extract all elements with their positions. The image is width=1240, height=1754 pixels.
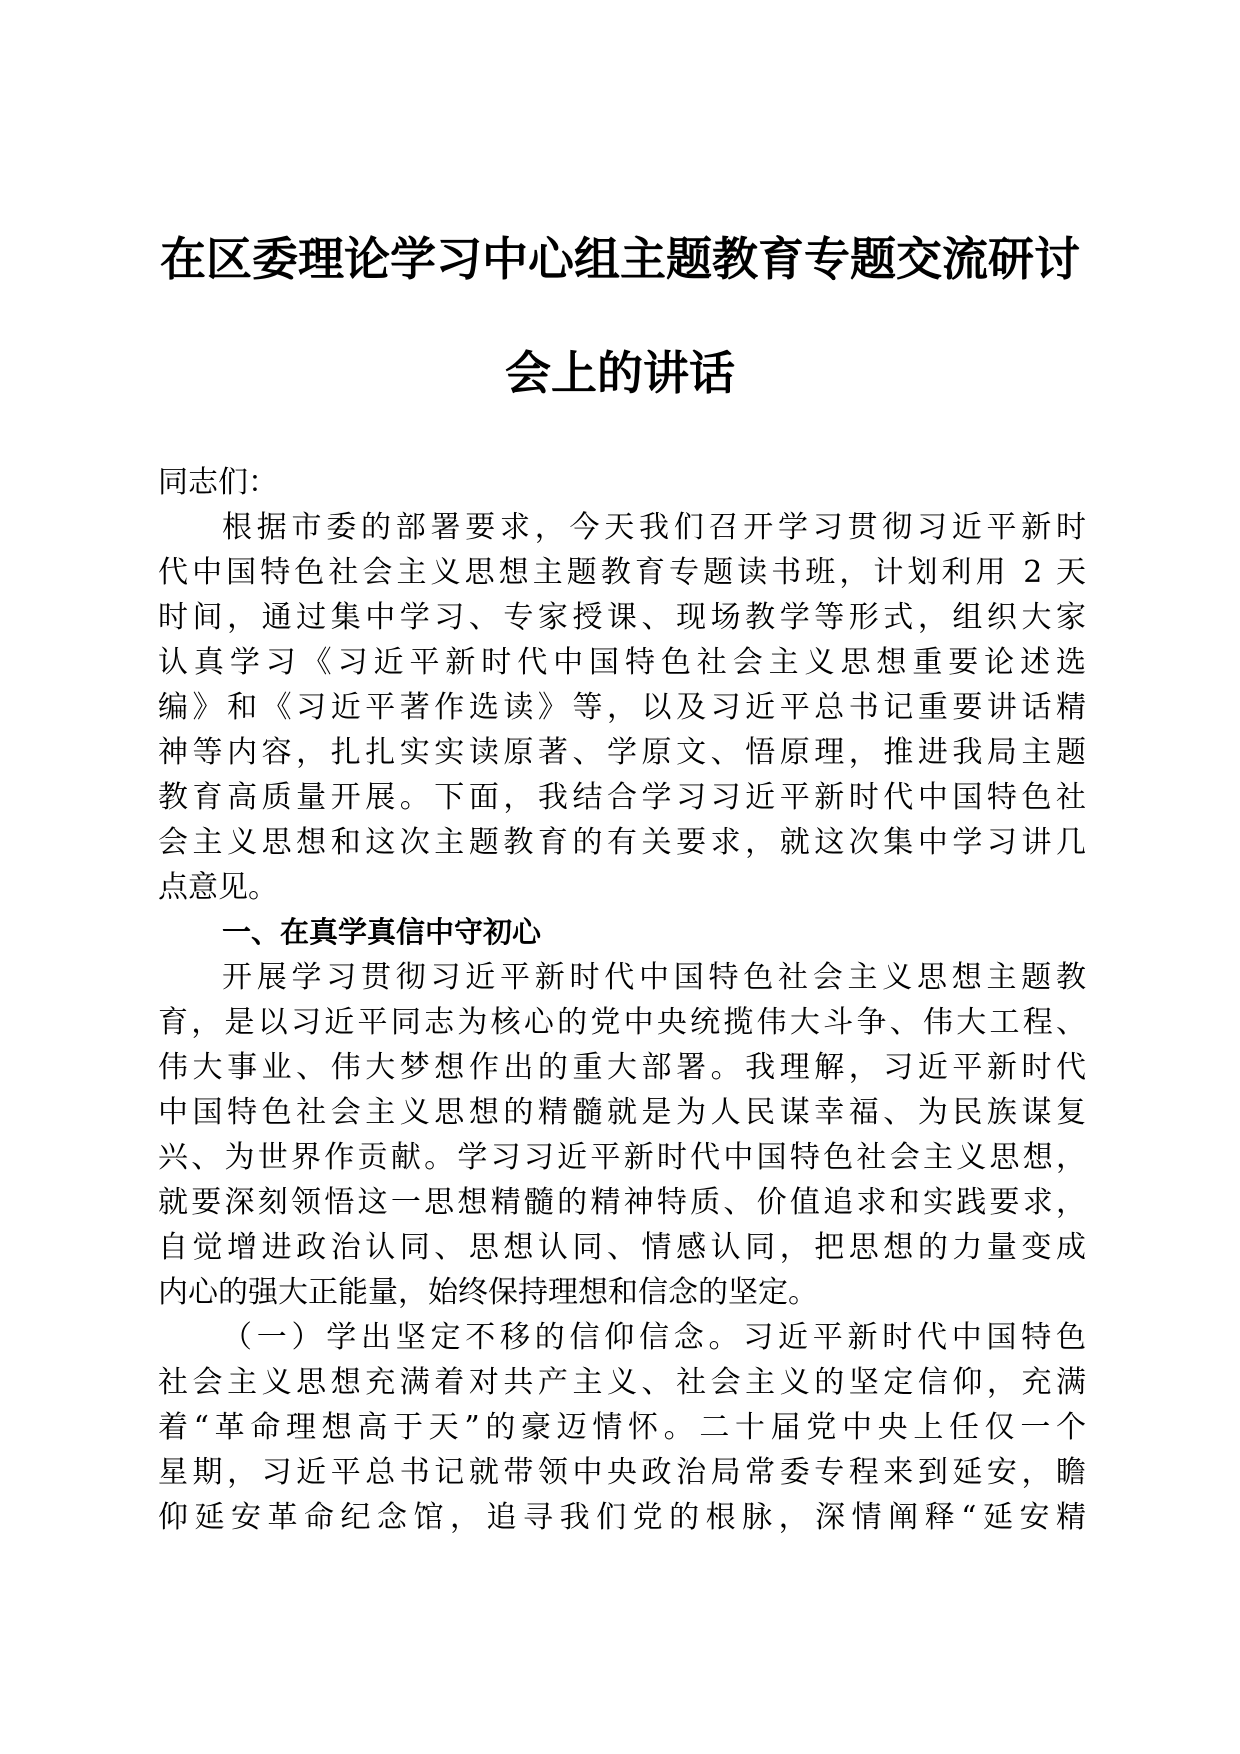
paragraph-line: 社会主义思想充满着对共产主义、社会主义的坚定信仰，充满 — [158, 1365, 1086, 1400]
paragraph-line: 开展学习贯彻习近平新时代中国特色社会主义思想主题教 — [222, 960, 1086, 995]
paragraph-line: 自觉增进政治认同、思想认同、情感认同，把思想的力量变成 — [158, 1230, 1086, 1265]
paragraph-line: 认真学习《习近平新时代中国特色社会主义思想重要论述选 — [158, 645, 1086, 680]
paragraph-line: 会主义思想和这次主题教育的有关要求，就这次集中学习讲几 — [158, 825, 1086, 860]
document-body — [158, 460, 1086, 1540]
paragraph-2 — [158, 955, 1086, 1315]
paragraph-line: 仰延安革命纪念馆，追寻我们党的根脉，深情阐释“延安精 — [158, 1500, 1086, 1535]
paragraph-line: 点意见。 — [158, 870, 278, 905]
paragraph-1 — [158, 505, 1086, 910]
paragraph-line: （一）学出坚定不移的信仰信念。习近平新时代中国特色 — [222, 1320, 1086, 1355]
paragraph-line: 根据市委的部署要求，今天我们召开学习贯彻习近平新时 — [222, 510, 1086, 545]
document-title-line-1: 在区委理论学习中心组主题教育专题交流研讨 — [160, 232, 1080, 286]
paragraph-line: 兴、为世界作贡献。学习习近平新时代中国特色社会主义思想， — [158, 1140, 1086, 1175]
salutation: 同志们： — [158, 465, 278, 500]
paragraph-3 — [158, 1315, 1086, 1540]
paragraph-line: 中国特色社会主义思想的精髓就是为人民谋幸福、为民族谋复 — [158, 1095, 1086, 1130]
paragraph-line: 伟大事业、伟大梦想作出的重大部署。我理解，习近平新时代 — [158, 1050, 1086, 1085]
paragraph-line: 神等内容，扎扎实实读原著、学原文、悟原理，推进我局主题 — [158, 735, 1086, 770]
paragraph-line: 育，是以习近平同志为核心的党中央统揽伟大斗争、伟大工程、 — [158, 1005, 1086, 1040]
paragraph-line: 星期，习近平总书记就带领中央政治局常委专程来到延安，瞻 — [158, 1455, 1086, 1490]
paragraph-line: 时间，通过集中学习、专家授课、现场教学等形式，组织大家 — [158, 600, 1086, 635]
paragraph-line: 着“革命理想高于天”的豪迈情怀。二十届党中央上任仅一个 — [158, 1410, 1086, 1445]
section-heading: 一、在真学真信中守初心 — [222, 915, 542, 949]
paragraph-line: 教育高质量开展。下面，我结合学习习近平新时代中国特色社 — [158, 780, 1086, 815]
document-title-line-2: 会上的讲话 — [505, 346, 735, 400]
paragraph-line: 内心的强大正能量，始终保持理想和信念的坚定。 — [158, 1275, 818, 1310]
paragraph-line: 编》和《习近平著作选读》等，以及习近平总书记重要讲话精 — [158, 690, 1086, 725]
paragraph-line: 就要深刻领悟这一思想精髓的精神特质、价值追求和实践要求， — [158, 1185, 1086, 1220]
paragraph-line: 代中国特色社会主义思想主题教育专题读书班，计划利用 2 天 — [158, 555, 1086, 590]
